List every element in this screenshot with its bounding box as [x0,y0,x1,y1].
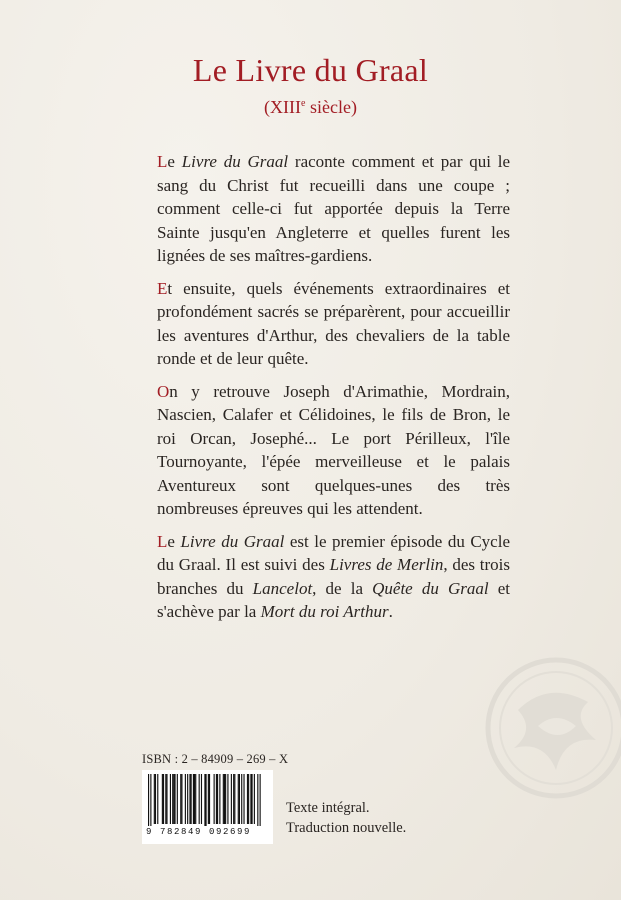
barcode-bar [165,774,166,824]
italic-title: Mort du roi Arthur [260,602,389,621]
barcode [142,770,273,844]
paragraph-text: e [167,531,181,551]
italic-title: Livres de Merlin [329,555,444,574]
subtitle-century: XIII [270,97,302,117]
barcode-bar [208,774,209,824]
emblem-watermark [478,640,621,810]
blurb-text [157,150,510,633]
barcode-bar [234,774,235,824]
barcode-bar [219,774,220,824]
edition-notes [286,798,406,838]
italic-title: Livre du Graal [181,152,289,171]
barcode-bar [166,774,167,824]
barcode-bar [224,774,225,824]
barcode-bar [231,774,232,824]
barcode-bar [181,774,182,824]
blurb-paragraph [157,380,510,521]
initial-letter: O [157,381,170,401]
barcode-bar [173,774,174,824]
barcode-digits: 9 782849 092699 [146,827,252,837]
barcode-bar [195,774,196,824]
paragraph-text: et s'achève par la [157,578,510,621]
barcode-bar [252,774,253,824]
paragraph-text: n y retrouve Joseph d'Arimathie, Mordrain, Nascien, Calafer et Célidoines, le fils de Bron, le roi Orcan, Josephé... Le port Périlleux, l'île Tournoyante, l'épée merveilleuse et le palais Aventureux sont quelques-unes des très nombreuses épreuves qui les attendent. [157,381,510,518]
barcode-bar [238,774,239,824]
barcode-bar [177,774,178,824]
initial-letter: E [157,278,168,298]
barcode-bar [241,774,242,824]
barcode-bar [163,774,164,824]
barcode-bar [206,774,207,826]
barcode-bar [217,774,218,824]
paragraph-text: , de la [312,578,373,598]
barcode-bar [260,774,261,826]
paragraph-text: raconte comment et par qui le sang du Christ fut recueilli dans une coupe ; comment celle-ci fut apportée depuis la Terre Sainte jusqu'en Angleterre et quelles furent les lignées de ses maîtres-gardiens. [157,152,511,265]
barcode-bar [257,774,258,826]
paragraph-text: e [167,152,182,171]
barcode-bar [209,774,210,824]
barcode-bar [174,774,175,824]
barcode-bar [150,774,151,826]
note-line-integral: Texte intégral. [286,800,370,816]
paragraph-text: est le premier épisode du Cycle du Graal. Il est suivi des [157,531,510,574]
book-title: Le Livre du Graal [192,52,429,88]
paragraph-text: , des trois branches du [157,555,510,598]
subtitle-century-suffix: e [301,98,306,109]
subtitle-century-word: siècle [309,97,351,117]
barcode-bar [227,774,228,824]
paragraph-text: t ensuite, quels événements extraordinaires et profondément sacrés se préparèrent, pour accueillir les aventures d'Arthur, des chevaliers de la table ronde et de leur quête. [157,278,510,368]
barcode-bar [247,774,248,824]
barcode-bar [189,774,190,824]
barcode-bar [191,774,192,824]
barcode-bar [193,774,194,824]
barcode-bar [204,774,205,826]
italic-title: Lancelot [252,578,313,598]
barcode-bar [223,774,224,824]
barcode-bar [162,774,163,824]
barcode-bar [250,774,251,824]
subtitle-paren-close: ) [350,97,357,117]
barcode-bar [148,774,149,826]
barcode-bar [248,774,249,824]
barcode-bar [254,774,255,824]
blurb-paragraph [157,277,510,371]
barcode-bar [155,774,156,824]
barcode-bar [154,774,155,824]
barcode-bar [185,774,186,824]
subtitle-paren-open: ( [264,97,271,117]
barcode-bar [172,774,173,824]
isbn-number: ISBN : 2 – 84909 – 269 – X [142,752,289,766]
barcode-bar [170,774,171,824]
initial-letter: L [157,152,168,171]
barcode-bar [239,774,240,824]
paragraph-text: . [388,602,393,621]
barcode-bar [180,774,181,824]
barcode-bar [225,774,226,824]
initial-letter: L [157,531,168,551]
barcode-bar [187,774,188,824]
italic-title: Quête du Graal [372,578,489,598]
italic-title: Livre du Graal [180,531,285,551]
barcode-bar [216,774,217,824]
barcode-bar [243,774,244,824]
book-subtitle [0,97,621,118]
barcode-bar [233,774,234,824]
barcode-bar [214,774,215,824]
blurb-paragraph [157,530,510,624]
barcode-bar [194,774,195,824]
note-line-translation: Traduction nouvelle. [286,820,407,836]
blurb-paragraph [157,150,510,268]
barcode-bar [157,774,158,824]
barcode-bar [201,774,202,824]
barcode-bars [148,774,268,826]
barcode-bar [199,774,200,824]
